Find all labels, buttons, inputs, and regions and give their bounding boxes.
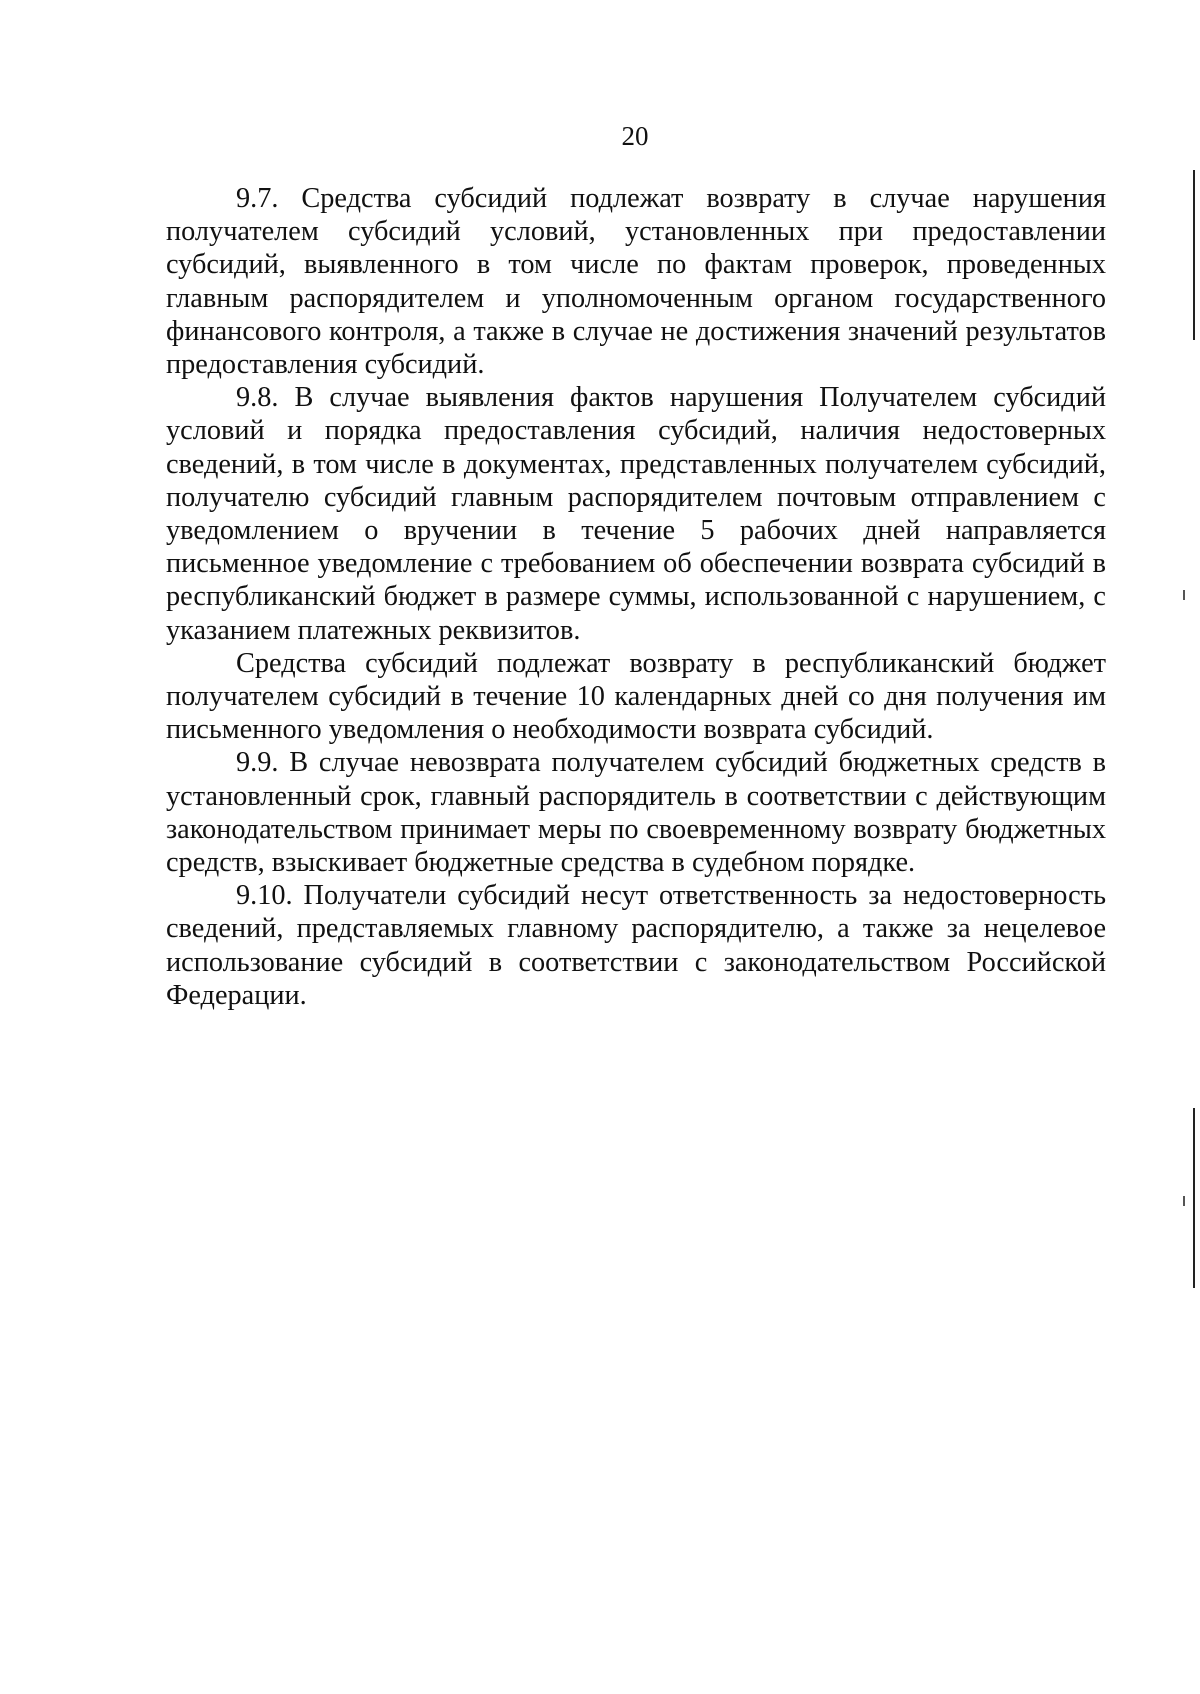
paragraph-9-8: 9.8. В случае выявления фактов нарушения Получателем субсидий условий и порядка предоставления субсидий, наличия недостоверных сведений, в том числе в документах, представленных получателем субсидий, получателю субсидий главным распорядителем почтовым отправлением с уведомлением о вручении в течение 5 рабочих дней направляется письменное уведомление с требованием об обеспечении возврата субсидий в республиканский бюджет в размере суммы, использованной с нарушением, с указанием платежных реквизитов. xyxy=(166,382,1106,646)
paragraph-9-10: 9.10. Получатели субсидий несут ответственность за недостоверность сведений, представляемых главному распорядителю, а также за нецелевое использование субсидий в соответствии с законодательством Российской Федерации. xyxy=(166,880,1106,1011)
scan-edge-line-top xyxy=(1193,170,1195,340)
paragraph-9-7: 9.7. Средства субсидий подлежат возврату в случае нарушения получателем субсидий условий, установленных при предоставлении субсидий, выявленного в том числе по фактам проверок, проведенных главным распорядителем и уполномоченным органом государственного финансового контроля, а также в случае не достижения значений результатов предоставления субсидий. xyxy=(166,183,1106,381)
page-number: 20 xyxy=(621,121,649,151)
paragraph-9-9: 9.9. В случае невозврата получателем субсидий бюджетных средств в установленный срок, главный распорядитель в соответствии с действующим законодательством принимает меры по своевременному возврату бюджетных средств, взыскивает бюджетные средства в судебном порядке. xyxy=(166,747,1106,879)
scan-edge-mark xyxy=(1183,590,1185,600)
scan-edge-mark xyxy=(1183,1196,1185,1206)
document-body xyxy=(166,182,1106,1012)
paragraph-9-8-return: Средства субсидий подлежат возврату в республиканский бюджет получателем субсидий в течение 10 календарных дней со дня получения им письменного уведомления о необходимости возврата субсидий. xyxy=(166,647,1106,746)
scan-edge-line-bottom xyxy=(1193,1108,1195,1288)
